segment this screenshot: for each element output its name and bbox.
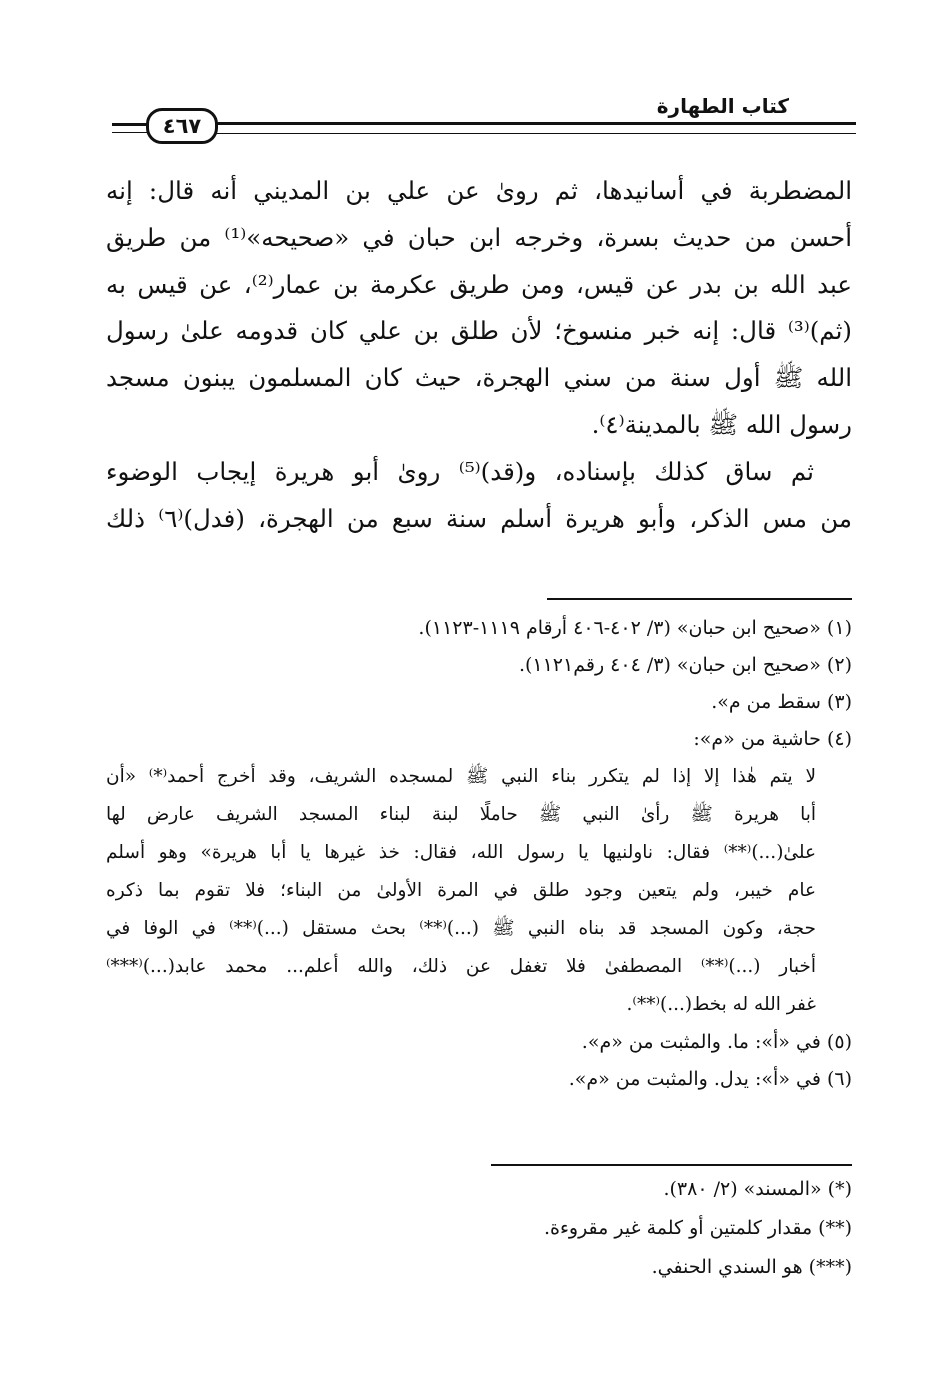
- footnote-4-line: عام خيبر، ولم يتعين وجود طلق في المرة الأولىٰ من البناء؛ فلا تقوم بما ذكره: [106, 880, 816, 901]
- body-line: الله ﷺ أول سنة من سني الهجرة، حيث كان المسلمون يبنون مسجد: [106, 363, 852, 393]
- subnote-star-3: (***) هو السندي الحنفي.: [651, 1256, 852, 1278]
- subnote-star-2: (**) مقدار كلمتين أو كلمة غير مقروءة.: [543, 1217, 852, 1239]
- body-line: (ثم)⁽³⁾ قال: إنه خبر منسوخ؛ لأن طلق بن علي كان قدومه علىٰ رسول: [106, 316, 852, 346]
- header-rule-left: [112, 123, 150, 133]
- page-number: ٤٦٧: [146, 108, 218, 144]
- footnote-6: (٦) في «أ»: يدل. والمثبت من «م».: [568, 1068, 852, 1090]
- body-line: رسول الله ﷺ بالمدينة⁽٤⁾.: [591, 409, 852, 439]
- footnote-4-line: غفر الله له بخط(...)⁽**⁾.: [626, 994, 816, 1015]
- footnote-2: (٢) «صحيح ابن حبان» (٣/ ٤٠٤ رقم١١٢١).: [518, 654, 852, 676]
- footnote-4-line: لا يتم هٰذا إلا إذا لم يتكرر بناء النبي ﷺ لمسجده الشريف، وقد أخرج أحمد⁽*⁾ «أن: [106, 766, 816, 787]
- header-rule-right: [208, 122, 856, 134]
- subnotes: [106, 1170, 852, 1287]
- footnote-4-body: [106, 758, 816, 1024]
- footnotes: [106, 610, 852, 1098]
- footnote-5: (٥) في «أ»: ما. والمثبت من «م».: [581, 1031, 852, 1053]
- footnote-4-line: أخبار (...)⁽**⁾ المصطفىٰ فلا تغفل عن ذلك، والله أعلم... محمد عابد(...)⁽***⁾: [106, 956, 816, 977]
- subnote-separator: [491, 1164, 852, 1166]
- main-text: [106, 168, 852, 542]
- footnote-4-line: حجة، وكون المسجد قد بناه النبي ﷺ (...)⁽**⁾ بحث مستقل (...)⁽**⁾ في الوفا في: [106, 918, 816, 939]
- body-line: المضطربة في أسانيدها، ثم روىٰ عن علي بن المديني أنه قال: إنه: [106, 176, 852, 205]
- subnote-star-1: (*) «المسند» (٢/ ٣٨٠).: [663, 1178, 852, 1200]
- running-title: كتاب الطهارة: [656, 94, 789, 118]
- footnote-1: (١) «صحيح ابن حبان» (٣/ ٤٠٢-٤٠٦ أرقام ١١١٩-١١٢٣).: [418, 617, 852, 639]
- footnote-3: (٣) سقط من م».: [711, 691, 852, 713]
- footnote-separator: [547, 598, 852, 600]
- footnote-4-line: علىٰ(...)⁽**⁾ فقال: ناولنيها يا رسول الله، فقال: خذ غيرها يا أبا هريرة» وهو أسلم: [106, 842, 816, 863]
- body-line: عبد الله بن بدر عن قيس، ومن طريق عكرمة بن عمار⁽²⁾، عن قيس به: [106, 269, 852, 299]
- body-line: من مس الذكر، وأبو هريرة أسلم سنة سبع من الهجرة، (فدل)⁽٦⁾ ذلك: [106, 503, 853, 533]
- footnote-4-line: أبا هريرة ﷺ رأىٰ النبي ﷺ حاملًا لبنة لبناء المسجد الشريف عارض لها: [106, 804, 816, 825]
- body-line: أحسن من حديث بسرة، وخرجه ابن حبان في «صحيحه»⁽¹⁾ من طريق: [106, 222, 852, 252]
- body-line: ثم ساق كذلك بإسناده، و(قد)⁽⁵⁾ روىٰ أبو هريرة إيجاب الوضوء: [106, 456, 814, 486]
- footnote-4: (٤) حاشية من «م»:: [693, 728, 852, 750]
